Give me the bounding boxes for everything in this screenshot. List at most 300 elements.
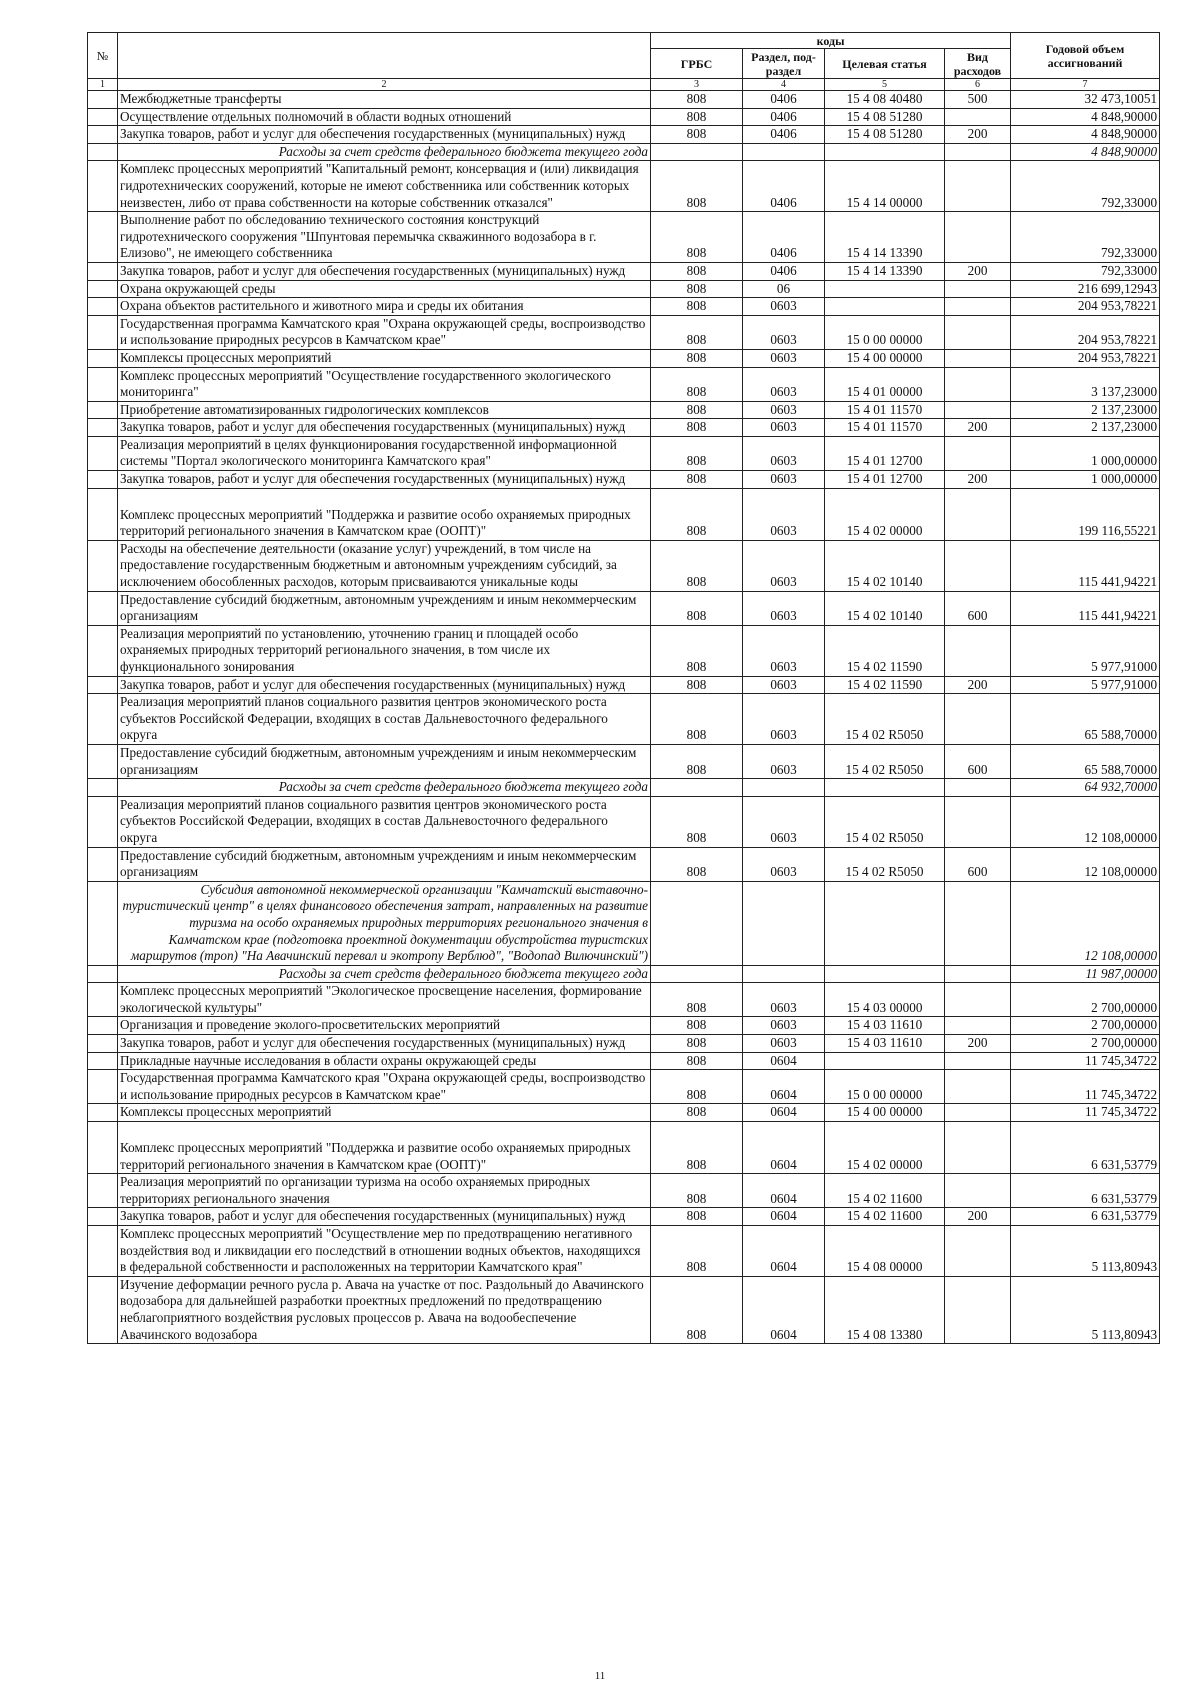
row-name-cell: Расходы за счет средств федерального бюджета текущего года [118, 779, 651, 797]
row-name-cell: Реализация мероприятий по установлению, уточнению границ и площадей особо охраняемых природных территорий регионального значения, в том числе их функционального зонирования [118, 625, 651, 676]
row-target-article-cell: 15 4 03 00000 [825, 983, 945, 1017]
table-row [88, 881, 1160, 965]
table-row [88, 625, 1160, 676]
row-expense-type-cell: 200 [945, 471, 1011, 489]
row-section-cell: 0604 [743, 1104, 825, 1122]
table-row [88, 212, 1160, 263]
table-row [88, 401, 1160, 419]
row-name-cell: Расходы на обеспечение деятельности (оказание услуг) учреждений, в том числе на предоставление государственным бюджетным и автономным учреждениям субсидий, за исключением обособленных расходов, которым присваиваются уникальные коды [118, 540, 651, 591]
row-number-cell [88, 1104, 118, 1122]
row-grbs-cell: 808 [651, 262, 743, 280]
row-expense-type-cell [945, 143, 1011, 161]
row-section-cell: 0603 [743, 315, 825, 349]
row-target-article-cell: 15 4 00 00000 [825, 1104, 945, 1122]
table-row [88, 676, 1160, 694]
row-number-cell [88, 161, 118, 212]
row-expense-type-cell [945, 625, 1011, 676]
row-number-cell [88, 1017, 118, 1035]
row-name-cell: Приобретение автоматизированных гидрологических комплексов [118, 401, 651, 419]
table-row [88, 1226, 1160, 1277]
row-expense-type-cell: 600 [945, 744, 1011, 778]
row-expense-type-cell [945, 1122, 1011, 1174]
row-amount-cell: 4 848,90000 [1011, 143, 1160, 161]
row-amount-cell: 3 137,23000 [1011, 367, 1160, 401]
row-amount-cell: 1 000,00000 [1011, 471, 1160, 489]
row-number-cell [88, 1052, 118, 1070]
row-amount-cell: 4 848,90000 [1011, 108, 1160, 126]
row-amount-cell: 2 137,23000 [1011, 419, 1160, 437]
row-section-cell: 0406 [743, 108, 825, 126]
row-expense-type-cell [945, 796, 1011, 847]
row-grbs-cell: 808 [651, 349, 743, 367]
row-number-cell [88, 796, 118, 847]
row-target-article-cell: 15 4 03 11610 [825, 1017, 945, 1035]
budget-allocation-table [87, 32, 1160, 1344]
row-number-cell [88, 471, 118, 489]
row-expense-type-cell [945, 212, 1011, 263]
table-row [88, 744, 1160, 778]
row-number-cell [88, 625, 118, 676]
row-name-cell: Прикладные научные исследования в области охраны окружающей среды [118, 1052, 651, 1070]
row-number-cell [88, 1174, 118, 1208]
row-grbs-cell: 808 [651, 280, 743, 298]
row-amount-cell: 2 700,00000 [1011, 1017, 1160, 1035]
row-name-cell: Реализация мероприятий планов социального развития центров экономического роста субъектов Российской Федерации, входящих в состав Дальневосточного федерального округа [118, 796, 651, 847]
row-number-cell [88, 779, 118, 797]
row-name-cell: Закупка товаров, работ и услуг для обеспечения государственных (муниципальных) нужд [118, 262, 651, 280]
row-amount-cell: 11 987,00000 [1011, 965, 1160, 983]
row-number-cell [88, 367, 118, 401]
row-target-article-cell: 15 4 00 00000 [825, 349, 945, 367]
table-row [88, 488, 1160, 540]
row-name-cell: Комплексы процессных мероприятий [118, 349, 651, 367]
row-target-article-cell: 15 4 02 R5050 [825, 847, 945, 881]
row-name-cell: Предоставление субсидий бюджетным, автономным учреждениям и иным некоммерческим организациям [118, 591, 651, 625]
row-name-cell: Расходы за счет средств федерального бюджета текущего года [118, 143, 651, 161]
row-number-cell [88, 298, 118, 316]
row-name-cell: Комплекс процессных мероприятий "Капитальный ремонт, консервация и (или) ликвидация гидротехнических сооружений, которые не имеют собственника или собственник которых неизвестен, либо от права собственности на которые собственник отказался" [118, 161, 651, 212]
row-number-cell [88, 540, 118, 591]
table-row [88, 1070, 1160, 1104]
row-number-cell [88, 881, 118, 965]
row-amount-cell: 5 977,91000 [1011, 676, 1160, 694]
header-num: № [88, 33, 118, 79]
row-number-cell [88, 401, 118, 419]
table-row [88, 298, 1160, 316]
row-section-cell: 0603 [743, 419, 825, 437]
row-number-cell [88, 419, 118, 437]
row-number-cell [88, 349, 118, 367]
row-expense-type-cell: 200 [945, 1035, 1011, 1053]
row-section-cell [743, 143, 825, 161]
row-section-cell: 0406 [743, 126, 825, 144]
row-amount-cell: 2 700,00000 [1011, 1035, 1160, 1053]
header-annual-volume: Годовой объем ассигнований [1011, 33, 1160, 79]
row-target-article-cell [825, 143, 945, 161]
row-grbs-cell: 808 [651, 1122, 743, 1174]
table-row [88, 796, 1160, 847]
row-grbs-cell: 808 [651, 419, 743, 437]
row-expense-type-cell [945, 436, 1011, 470]
row-name-cell: Комплекс процессных мероприятий "Осуществление мер по предотвращению негативного воздействия вод и ликвидации его последствий в отношении водных объектов, находящихся в федеральной собственности и расположенных на территории Камчатского края" [118, 1226, 651, 1277]
row-section-cell: 0604 [743, 1276, 825, 1343]
row-grbs-cell: 808 [651, 847, 743, 881]
row-section-cell: 0603 [743, 694, 825, 745]
row-amount-cell: 2 137,23000 [1011, 401, 1160, 419]
row-target-article-cell: 15 4 02 00000 [825, 488, 945, 540]
row-name-cell: Закупка товаров, работ и услуг для обеспечения государственных (муниципальных) нужд [118, 126, 651, 144]
row-target-article-cell: 15 4 01 11570 [825, 419, 945, 437]
row-target-article-cell: 15 4 08 40480 [825, 91, 945, 109]
row-grbs-cell: 808 [651, 401, 743, 419]
row-amount-cell: 5 113,80943 [1011, 1276, 1160, 1343]
row-section-cell: 0603 [743, 591, 825, 625]
table-row [88, 161, 1160, 212]
row-amount-cell: 5 113,80943 [1011, 1226, 1160, 1277]
row-amount-cell: 204 953,78221 [1011, 349, 1160, 367]
row-name-cell: Реализация мероприятий по организации туризма на особо охраняемых природных территориях регионального значения [118, 1174, 651, 1208]
row-number-cell [88, 847, 118, 881]
row-amount-cell: 64 932,70000 [1011, 779, 1160, 797]
header-section: Раздел, под-раздел [743, 49, 825, 79]
row-number-cell [88, 436, 118, 470]
row-grbs-cell [651, 779, 743, 797]
row-amount-cell: 65 588,70000 [1011, 744, 1160, 778]
row-expense-type-cell [945, 108, 1011, 126]
row-expense-type-cell [945, 983, 1011, 1017]
row-number-cell [88, 126, 118, 144]
row-target-article-cell: 15 0 00 00000 [825, 315, 945, 349]
row-number-cell [88, 1276, 118, 1343]
row-section-cell: 0604 [743, 1122, 825, 1174]
row-expense-type-cell [945, 401, 1011, 419]
row-number-cell [88, 143, 118, 161]
row-target-article-cell: 15 4 02 11600 [825, 1174, 945, 1208]
row-expense-type-cell [945, 280, 1011, 298]
row-grbs-cell: 808 [651, 625, 743, 676]
row-grbs-cell: 808 [651, 1226, 743, 1277]
row-target-article-cell: 15 4 01 12700 [825, 436, 945, 470]
header-codes: коды [651, 33, 1011, 49]
row-target-article-cell: 15 4 14 13390 [825, 262, 945, 280]
row-number-cell [88, 1208, 118, 1226]
row-grbs-cell: 808 [651, 315, 743, 349]
row-name-cell: Организация и проведение эколого-просветительских мероприятий [118, 1017, 651, 1035]
row-number-cell [88, 744, 118, 778]
row-amount-cell: 12 108,00000 [1011, 796, 1160, 847]
table-row [88, 847, 1160, 881]
table-row [88, 983, 1160, 1017]
row-name-cell: Закупка товаров, работ и услуг для обеспечения государственных (муниципальных) нужд [118, 1035, 651, 1053]
table-body [88, 91, 1160, 1344]
row-amount-cell: 12 108,00000 [1011, 847, 1160, 881]
header-name-empty [118, 33, 651, 79]
row-target-article-cell [825, 965, 945, 983]
row-grbs-cell: 808 [651, 1035, 743, 1053]
row-expense-type-cell: 200 [945, 676, 1011, 694]
row-name-cell: Охрана окружающей среды [118, 280, 651, 298]
row-grbs-cell: 808 [651, 591, 743, 625]
row-name-cell: Расходы за счет средств федерального бюджета текущего года [118, 965, 651, 983]
row-target-article-cell: 15 4 08 13380 [825, 1276, 945, 1343]
column-number: 3 [651, 79, 743, 91]
row-expense-type-cell: 200 [945, 419, 1011, 437]
row-amount-cell: 216 699,12943 [1011, 280, 1160, 298]
row-number-cell [88, 591, 118, 625]
row-grbs-cell: 808 [651, 676, 743, 694]
row-amount-cell: 6 631,53779 [1011, 1208, 1160, 1226]
row-name-cell: Комплекс процессных мероприятий "Экологическое просвещение населения, формирование экологической культуры" [118, 983, 651, 1017]
row-grbs-cell: 808 [651, 1174, 743, 1208]
row-amount-cell: 32 473,10051 [1011, 91, 1160, 109]
table-row [88, 1174, 1160, 1208]
row-target-article-cell [825, 1052, 945, 1070]
row-section-cell: 0604 [743, 1226, 825, 1277]
row-grbs-cell: 808 [651, 1208, 743, 1226]
row-section-cell: 0603 [743, 796, 825, 847]
row-amount-cell: 11 745,34722 [1011, 1052, 1160, 1070]
row-expense-type-cell [945, 1226, 1011, 1277]
row-expense-type-cell [945, 488, 1011, 540]
row-section-cell: 0603 [743, 744, 825, 778]
row-name-cell: Реализация мероприятий планов социального развития центров экономического роста субъектов Российской Федерации, входящих в состав Дальневосточного федерального округа [118, 694, 651, 745]
row-number-cell [88, 1070, 118, 1104]
row-expense-type-cell [945, 298, 1011, 316]
row-amount-cell: 204 953,78221 [1011, 298, 1160, 316]
row-name-cell: Субсидия автономной некоммерческой организации "Камчатский выставочно-туристический центр" в целях финансового обеспечения затрат, направленных на развитие туризма на особо охраняемых природных территориях регионального значения в Камчатском крае (подготовка проектной документации обустройства туристских маршрутов (троп) "На Авачинский перевал и экотропу Верблюд", "Водопад Вилючинский") [118, 881, 651, 965]
row-target-article-cell: 15 0 00 00000 [825, 1070, 945, 1104]
row-target-article-cell: 15 4 01 11570 [825, 401, 945, 419]
table-row [88, 540, 1160, 591]
row-name-cell: Закупка товаров, работ и услуг для обеспечения государственных (муниципальных) нужд [118, 419, 651, 437]
row-name-cell: Комплекс процессных мероприятий "Поддержка и развитие особо охраняемых природных территорий регионального значения в Камчатском крае (ООПТ)" [118, 1122, 651, 1174]
row-target-article-cell: 15 4 02 11600 [825, 1208, 945, 1226]
row-section-cell: 0603 [743, 367, 825, 401]
row-section-cell: 0604 [743, 1052, 825, 1070]
row-expense-type-cell: 600 [945, 591, 1011, 625]
row-name-cell: Комплексы процессных мероприятий [118, 1104, 651, 1122]
row-target-article-cell: 15 4 02 10140 [825, 591, 945, 625]
table-row [88, 694, 1160, 745]
row-number-cell [88, 965, 118, 983]
row-section-cell: 0406 [743, 212, 825, 263]
row-amount-cell: 65 588,70000 [1011, 694, 1160, 745]
row-expense-type-cell [945, 161, 1011, 212]
row-section-cell: 0603 [743, 298, 825, 316]
row-grbs-cell: 808 [651, 212, 743, 263]
row-section-cell: 0603 [743, 401, 825, 419]
row-section-cell: 0604 [743, 1208, 825, 1226]
table-row [88, 1276, 1160, 1343]
table-row [88, 126, 1160, 144]
row-target-article-cell: 15 4 02 R5050 [825, 694, 945, 745]
table-row [88, 315, 1160, 349]
row-number-cell [88, 1035, 118, 1053]
row-number-cell [88, 694, 118, 745]
row-section-cell [743, 881, 825, 965]
row-expense-type-cell [945, 1070, 1011, 1104]
row-grbs-cell: 808 [651, 744, 743, 778]
row-expense-type-cell: 200 [945, 262, 1011, 280]
row-section-cell: 0406 [743, 262, 825, 280]
header-grbs: ГРБС [651, 49, 743, 79]
row-name-cell: Закупка товаров, работ и услуг для обеспечения государственных (муниципальных) нужд [118, 676, 651, 694]
row-amount-cell: 11 745,34722 [1011, 1070, 1160, 1104]
row-amount-cell: 1 000,00000 [1011, 436, 1160, 470]
row-grbs-cell: 808 [651, 983, 743, 1017]
row-section-cell [743, 779, 825, 797]
row-target-article-cell [825, 298, 945, 316]
row-name-cell: Закупка товаров, работ и услуг для обеспечения государственных (муниципальных) нужд [118, 1208, 651, 1226]
row-expense-type-cell [945, 1052, 1011, 1070]
table-row [88, 591, 1160, 625]
row-expense-type-cell [945, 349, 1011, 367]
row-section-cell: 0603 [743, 847, 825, 881]
row-grbs-cell: 808 [651, 1104, 743, 1122]
column-number: 7 [1011, 79, 1160, 91]
row-section-cell: 0603 [743, 471, 825, 489]
header-target-article: Целевая статья [825, 49, 945, 79]
row-amount-cell: 6 631,53779 [1011, 1122, 1160, 1174]
row-grbs-cell: 808 [651, 471, 743, 489]
row-target-article-cell: 15 4 02 11590 [825, 676, 945, 694]
table-row [88, 965, 1160, 983]
table-row [88, 367, 1160, 401]
row-grbs-cell: 808 [651, 540, 743, 591]
row-grbs-cell: 808 [651, 367, 743, 401]
row-expense-type-cell [945, 779, 1011, 797]
row-target-article-cell [825, 779, 945, 797]
table-row [88, 1035, 1160, 1053]
table-row [88, 1052, 1160, 1070]
row-grbs-cell: 808 [651, 694, 743, 745]
row-grbs-cell: 808 [651, 1070, 743, 1104]
row-section-cell [743, 965, 825, 983]
row-grbs-cell: 808 [651, 1276, 743, 1343]
row-expense-type-cell [945, 1276, 1011, 1343]
row-name-cell: Выполнение работ по обследованию технического состояния конструкций гидротехнического сооружения "Шпунтовая перемычка скважинного водозабора в г. Елизово", не имеющего собственника [118, 212, 651, 263]
row-name-cell: Реализация мероприятий в целях функционирования государственной информационной системы "Портал экологического мониторинга Камчатского края" [118, 436, 651, 470]
row-section-cell: 06 [743, 280, 825, 298]
table-row [88, 471, 1160, 489]
column-number: 1 [88, 79, 118, 91]
row-grbs-cell [651, 965, 743, 983]
row-target-article-cell: 15 4 08 00000 [825, 1226, 945, 1277]
row-expense-type-cell [945, 1174, 1011, 1208]
row-section-cell: 0603 [743, 488, 825, 540]
table-row [88, 91, 1160, 109]
row-expense-type-cell: 200 [945, 126, 1011, 144]
row-target-article-cell: 15 4 02 R5050 [825, 796, 945, 847]
row-name-cell: Государственная программа Камчатского края "Охрана окружающей среды, воспроизводство и использование природных ресурсов в Камчатском крае" [118, 1070, 651, 1104]
row-grbs-cell: 808 [651, 161, 743, 212]
row-expense-type-cell: 500 [945, 91, 1011, 109]
row-grbs-cell: 808 [651, 126, 743, 144]
table-row [88, 143, 1160, 161]
row-name-cell: Комплекс процессных мероприятий "Поддержка и развитие особо охраняемых природных территорий регионального значения в Камчатском крае (ООПТ)" [118, 488, 651, 540]
row-target-article-cell [825, 280, 945, 298]
row-expense-type-cell: 200 [945, 1208, 1011, 1226]
row-section-cell: 0603 [743, 983, 825, 1017]
row-grbs-cell: 808 [651, 436, 743, 470]
row-grbs-cell [651, 881, 743, 965]
column-number: 4 [743, 79, 825, 91]
row-target-article-cell: 15 4 02 00000 [825, 1122, 945, 1174]
column-number: 6 [945, 79, 1011, 91]
row-amount-cell: 792,33000 [1011, 212, 1160, 263]
row-number-cell [88, 91, 118, 109]
row-section-cell: 0406 [743, 161, 825, 212]
row-amount-cell: 204 953,78221 [1011, 315, 1160, 349]
row-target-article-cell: 15 4 14 13390 [825, 212, 945, 263]
row-grbs-cell: 808 [651, 796, 743, 847]
table-row [88, 262, 1160, 280]
row-number-cell [88, 108, 118, 126]
row-target-article-cell: 15 4 08 51280 [825, 126, 945, 144]
row-section-cell: 0604 [743, 1174, 825, 1208]
row-expense-type-cell [945, 881, 1011, 965]
row-name-cell: Изучение деформации речного русла р. Авача на участке от пос. Раздольный до Авачинского водозабора для дальнейшей разработки проектных предложений по предотвращению неблагоприятного воздействия русловых процессов р. Авача на водообеспечение Авачинского водозабора [118, 1276, 651, 1343]
row-number-cell [88, 315, 118, 349]
row-amount-cell: 792,33000 [1011, 262, 1160, 280]
table-row [88, 1208, 1160, 1226]
row-name-cell: Межбюджетные трансферты [118, 91, 651, 109]
row-number-cell [88, 262, 118, 280]
row-expense-type-cell: 600 [945, 847, 1011, 881]
row-grbs-cell [651, 143, 743, 161]
row-number-cell [88, 488, 118, 540]
row-section-cell: 0603 [743, 676, 825, 694]
row-section-cell: 0603 [743, 349, 825, 367]
row-amount-cell: 5 977,91000 [1011, 625, 1160, 676]
row-name-cell: Предоставление субсидий бюджетным, автономным учреждениям и иным некоммерческим организациям [118, 744, 651, 778]
row-grbs-cell: 808 [651, 1017, 743, 1035]
row-number-cell [88, 280, 118, 298]
row-section-cell: 0603 [743, 436, 825, 470]
row-target-article-cell: 15 4 08 51280 [825, 108, 945, 126]
table-row [88, 280, 1160, 298]
row-amount-cell: 11 745,34722 [1011, 1104, 1160, 1122]
row-name-cell: Государственная программа Камчатского края "Охрана окружающей среды, воспроизводство и использование природных ресурсов в Камчатском крае" [118, 315, 651, 349]
row-number-cell [88, 676, 118, 694]
row-grbs-cell: 808 [651, 298, 743, 316]
row-expense-type-cell [945, 1017, 1011, 1035]
header-expense-type: Вид расходов [945, 49, 1011, 79]
row-expense-type-cell [945, 1104, 1011, 1122]
row-target-article-cell: 15 4 01 12700 [825, 471, 945, 489]
table-row [88, 1017, 1160, 1035]
row-number-cell [88, 1226, 118, 1277]
row-expense-type-cell [945, 540, 1011, 591]
table-row [88, 419, 1160, 437]
row-target-article-cell: 15 4 02 11590 [825, 625, 945, 676]
row-name-cell: Предоставление субсидий бюджетным, автономным учреждениям и иным некоммерческим организациям [118, 847, 651, 881]
row-expense-type-cell [945, 315, 1011, 349]
row-name-cell: Осуществление отдельных полномочий в области водных отношений [118, 108, 651, 126]
row-grbs-cell: 808 [651, 1052, 743, 1070]
column-number: 5 [825, 79, 945, 91]
table-row [88, 1122, 1160, 1174]
table-row [88, 349, 1160, 367]
row-amount-cell: 4 848,90000 [1011, 126, 1160, 144]
row-target-article-cell: 15 4 01 00000 [825, 367, 945, 401]
row-name-cell: Закупка товаров, работ и услуг для обеспечения государственных (муниципальных) нужд [118, 471, 651, 489]
table-row [88, 108, 1160, 126]
row-number-cell [88, 212, 118, 263]
row-section-cell: 0604 [743, 1070, 825, 1104]
row-section-cell: 0603 [743, 540, 825, 591]
row-name-cell: Охрана объектов растительного и животного мира и среды их обитания [118, 298, 651, 316]
